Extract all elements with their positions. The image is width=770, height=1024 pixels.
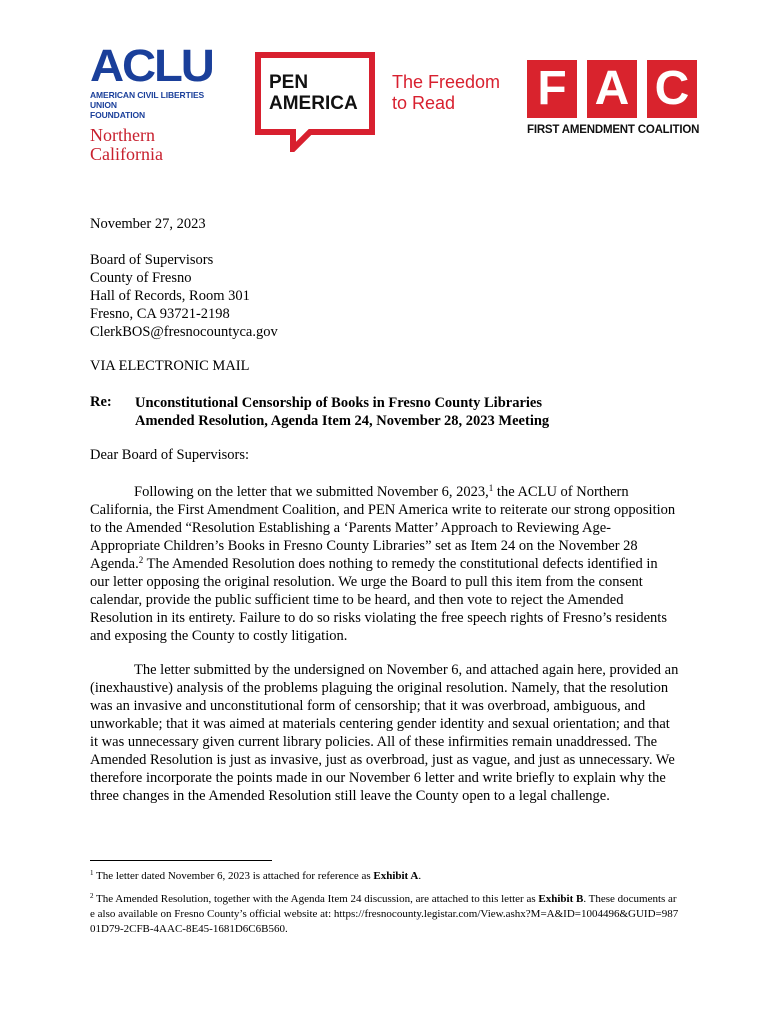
aclu-region-line2: California [90, 144, 163, 164]
fac-logo [527, 60, 698, 142]
salutation: Dear Board of Supervisors: [90, 447, 250, 463]
letter-date: November 27, 2023 [90, 216, 206, 232]
footnote-1 [90, 869, 680, 884]
aclu-subtitle-line1: AMERICAN CIVIL LIBERTIES UNION [90, 90, 205, 110]
fac-letter-a: A [587, 60, 637, 118]
recipient-line: Hall of Records, Room 301 [90, 288, 250, 304]
aclu-subtitle [90, 90, 225, 120]
aclu-wordmark: ACLU [90, 40, 213, 91]
re-subject-line1: Unconstitutional Censorship of Books in Fresno County Libraries [135, 395, 542, 411]
body-paragraph-2: The letter submitted by the undersigned on November 6, and attached again here, provided an (inexhaustive) analysis of the problems plaguing the original resolution. Namely, that the resolution was an invasive and unconstitutional form of censorship; that it was overbroad, ambiguous, and unworkable; that it was aimed at materials centering gender identity and sexual orientation; and that it was unnecessary given current library policies. All of these infirmities remain unaddressed. The Amended Resolution is just as invasive, just as overbroad, just as vague, and just as unnecessary. We therefore incorporate the points made in our November 6 letter and write briefly to explain why the three changes in the Amended Resolution still leave the County open to a legal challenge. [90, 662, 679, 804]
fac-letter-c: C [647, 60, 697, 118]
re-subject [135, 394, 549, 430]
aclu-region-line1: Northern [90, 125, 155, 145]
footnote-ref-1: 1 [488, 483, 494, 493]
footnote-1-exhibit: Exhibit A [373, 870, 419, 882]
pen-tagline [392, 72, 500, 114]
pen-tagline-line2: to Read [392, 93, 456, 113]
footnote-1-number: 1 [90, 869, 94, 877]
recipient-line: County of Fresno [90, 270, 192, 286]
fac-full-name: FIRST AMENDMENT COALITION [527, 124, 700, 136]
footnote-1-text: The letter dated November 6, 2023 is attached for reference as [93, 870, 374, 882]
footnote-divider [90, 860, 272, 861]
delivery-method: VIA ELECTRONIC MAIL [90, 358, 250, 374]
aclu-region [90, 126, 225, 164]
para1-part-b: the ACLU of Northern California, the First Amendment Coalition, and PEN America write to reiterate our strong opposition to the Amended “Resolution Establishing a ‘Parents Matter’ Approach to Reviewing Age-Appropriate Children’s Books in Fresno County Libraries” set as Item 24 on the November 28 Agenda. [90, 484, 676, 572]
pen-line1: PEN [269, 72, 309, 93]
footnote-2-text: The Amended Resolution, together with the Agenda Item 24 discussion, are attached to this letter as [93, 893, 539, 905]
footnote-2-exhibit: Exhibit B [538, 893, 584, 905]
footnote-1-after: . [418, 870, 422, 882]
recipient-line: Fresno, CA 93721-2198 [90, 306, 230, 322]
aclu-subtitle-line2: FOUNDATION [90, 110, 146, 120]
pen-line2: AMERICA [269, 93, 358, 114]
body-paragraph-1 [90, 483, 680, 645]
re-subject-line2: Amended Resolution, Agenda Item 24, November 28, 2023 Meeting [135, 413, 550, 429]
recipient-line: Board of Supervisors [90, 252, 214, 268]
footnote-ref-2: 2 [138, 555, 144, 565]
footnote-2 [90, 892, 680, 937]
recipient-address [90, 251, 278, 341]
recipient-email: ClerkBOS@fresnocountyca.gov [90, 324, 278, 340]
fac-letter-f: F [527, 60, 577, 118]
footnote-2-number: 2 [90, 892, 94, 900]
para1-part-c: The Amended Resolution does nothing to remedy the constitutional defects identified in our letter opposing the original resolution. We urge the Board to pull this item from the consent calendar, provide the public sufficient time to be heard, and then vote to reject the Amended Resolution in its entirety. Failure to do so risks violating the free speech rights of Fresno’s residents and exposing the County to costly litigation. [90, 556, 667, 644]
pen-america-logo [255, 52, 375, 152]
pen-tagline-line1: The Freedom [392, 72, 501, 92]
re-label: Re: [90, 394, 112, 410]
footnote-2-after: . These documents are also available on Fresno County’s official website at: https://fresnocounty.legistar.com/View.ashx?M=A&ID=1004496&GUID=98701D79-2CFB-4AAC-8E45-1681D6C6B560. [90, 893, 679, 935]
aclu-logo [90, 40, 225, 166]
para1-part-a: Following on the letter that we submitted November 6, 2023, [134, 484, 489, 500]
